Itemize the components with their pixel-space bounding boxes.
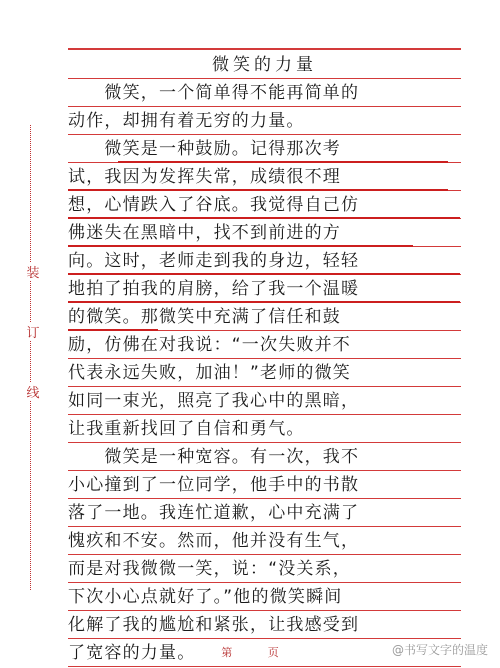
essay-line: 试，我因为发挥失常，成绩很不理: [68, 167, 341, 187]
ruled-line: [68, 526, 461, 527]
essay-line: 愧疚和不安。然而，他并没有生气，: [68, 531, 360, 551]
highlight-underline: [68, 273, 460, 275]
binding-char-2: 订: [25, 322, 41, 341]
highlight-underline: [68, 329, 158, 331]
ruled-line: [68, 554, 461, 555]
essay-line: 地拍了拍我的肩膀，给了我一个温暖: [68, 279, 360, 299]
essay-line: 落了一地。我连忙道歉，心中充满了: [68, 503, 360, 523]
highlight-underline: [68, 245, 413, 247]
essay-title: 微笑的力量: [212, 55, 317, 75]
essay-line: 微笑，一个简单得不能再简单的: [68, 83, 360, 103]
ruled-line: [68, 134, 461, 135]
essay-line: 的微笑。那微笑中充满了信任和鼓: [68, 307, 341, 327]
ruled-line: [68, 48, 461, 50]
ruled-line: [68, 582, 461, 583]
essay-line: 而是对我微微一笑，说：“没关系，: [68, 559, 352, 579]
essay-line: 微笑是一种宽容。有一次，我不: [68, 447, 360, 467]
highlight-underline: [118, 161, 448, 163]
ruled-line: [68, 78, 461, 79]
binding-line: [30, 125, 43, 590]
essay-line: 了宽容的力量。: [68, 643, 196, 663]
highlight-underline: [68, 217, 460, 219]
ruled-line: [68, 358, 461, 359]
essay-line: 向。这时，老师走到我的身边，轻轻: [68, 251, 360, 271]
page-label-right: 页: [267, 646, 279, 659]
essay-line: 励，仿佛在对我说：“一次失败并不: [68, 335, 352, 355]
essay-line: 让我重新找回了自信和勇气。: [68, 419, 305, 439]
essay-line: 佛迷失在黑暗中，找不到前进的方: [68, 223, 341, 243]
essay-line: 下次小心点就好了。”他的微笑瞬间: [68, 587, 343, 607]
ruled-line: [68, 666, 461, 667]
page-label-left: 第: [221, 646, 233, 659]
essay-line: 如同一束光，照亮了我心中的黑暗，: [68, 391, 360, 411]
ruled-line: [68, 638, 461, 639]
essay-line: 代表永远失败，加油！”老师的微笑: [68, 363, 352, 383]
essay-line: 想，心情跌入了谷底。我觉得自己仿: [68, 195, 360, 215]
essay-line: 微笑是一种鼓励。记得那次考: [68, 139, 341, 159]
ruled-line: [68, 610, 461, 611]
ruled-line: [68, 386, 461, 387]
essay-line: 小心撞到了一位同学，他手中的书散: [68, 475, 360, 495]
ruled-line: [68, 442, 461, 443]
ruled-line: [68, 414, 461, 415]
essay-line: 动作，却拥有着无穷的力量。: [68, 111, 305, 131]
ruled-line: [68, 498, 461, 499]
essay-line: 化解了我的尴尬和紧张，让我感受到: [68, 615, 360, 635]
highlight-underline: [68, 301, 460, 303]
ruled-line: [68, 106, 461, 107]
binding-char-3: 线: [25, 382, 41, 401]
binding-char-1: 装: [25, 262, 41, 281]
highlight-underline: [68, 189, 448, 191]
ruled-line: [68, 470, 461, 471]
watermark: @书写文字的温度: [391, 643, 488, 657]
